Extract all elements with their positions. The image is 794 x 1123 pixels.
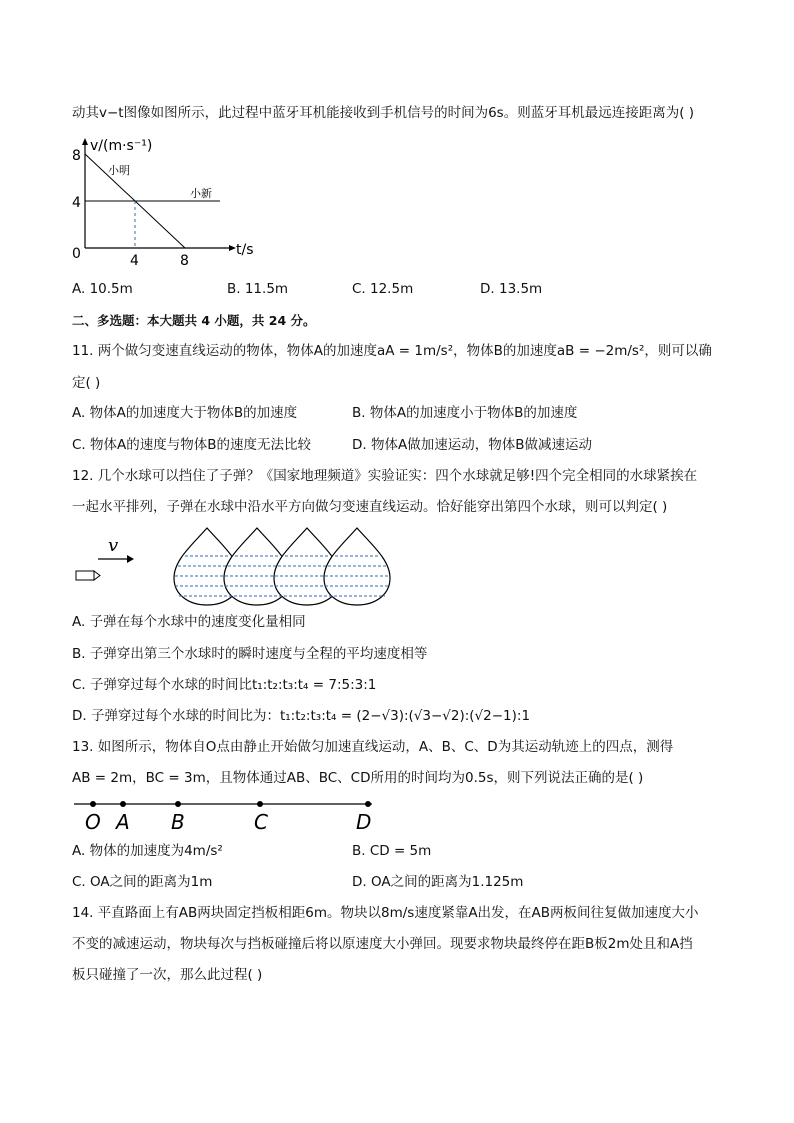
point-a — [120, 801, 126, 807]
q10-option-c[interactable]: C. 12.5m — [352, 281, 414, 297]
q12-option-b[interactable]: B. 子弹穿出第三个水球时的瞬时速度与全程的平均速度相等 — [72, 646, 428, 662]
q12-option-d[interactable]: D. 子弹穿过每个水球的时间比为：t₁:t₂:t₃:t₄ = (2−√3):(√3−√2):(√2−1):1 — [72, 708, 531, 724]
q12-stem-line2: 一起水平排列，子弹在水球中沿水平方向做匀变速直线运动。恰好能穿出第四个水球，则可以判定( ) — [72, 499, 668, 515]
section-2-title: 二、多选题：本大题共 4 小题，共 24 分。 — [72, 313, 316, 328]
q10-option-d[interactable]: D. 13.5m — [480, 281, 543, 297]
q12-water-balls-figure — [72, 525, 412, 610]
point-label-o: O — [85, 810, 101, 834]
bullet-icon — [76, 571, 94, 580]
q14-stem-line1: 14. 平直路面上有AB两块固定挡板相距6m。物块以8m/s速度紧靠A出发，在AB两板间往复做加速度大小 — [72, 905, 699, 921]
q12-option-c[interactable]: C. 子弹穿过每个水球的时间比t₁:t₂:t₃:t₄ = 7:5:3:1 — [72, 677, 377, 693]
point-c — [257, 801, 263, 807]
point-label-b: B — [171, 810, 185, 834]
point-d — [365, 801, 371, 807]
y-tick-8: 8 — [72, 148, 81, 164]
water-ball-4 — [324, 528, 390, 605]
q10-option-b[interactable]: B. 11.5m — [227, 281, 289, 297]
y-axis-label: v/(m·s⁻¹) — [90, 138, 153, 154]
point-b — [175, 801, 181, 807]
q11-stem-line2: 定( ) — [72, 375, 101, 391]
q11-stem-line1: 11. 两个做匀变速直线运动的物体，物体A的加速度aA = 1m/s²，物体B的加速度aB = −2m/s²，则可以确 — [72, 343, 712, 359]
q13-stem-line2: AB = 2m，BC = 3m，且物体通过AB、BC、CD所用的时间均为0.5s，则下列说法正确的是( ) — [72, 770, 644, 786]
point-o — [90, 801, 96, 807]
q13-option-d[interactable]: D. OA之间的距离为1.125m — [352, 874, 524, 890]
q10-stem: 动其v−t图像如图所示，此过程中蓝牙耳机能接收到手机信号的时间为6s。则蓝牙耳机最远连接距离为( ) — [72, 105, 695, 121]
q10-vt-graph — [72, 136, 272, 271]
q13-option-a[interactable]: A. 物体的加速度为4m/s² — [72, 843, 223, 859]
y-tick-4: 4 — [72, 195, 81, 211]
q13-stem-line1: 13. 如图所示，物体自O点由静止开始做匀加速直线运动，A、B、C、D为其运动轨迹上的四点，测得 — [72, 739, 674, 755]
q12-stem-line1: 12. 几个水球可以挡住了子弹？《国家地理频道》实验证实：四个水球就足够!四个完全相同的水球紧挨在 — [72, 468, 698, 484]
point-label-a: A — [116, 810, 130, 834]
label-xiaoxin: 小新 — [190, 187, 212, 200]
x-tick-8: 8 — [180, 253, 189, 269]
q10-option-a[interactable]: A. 10.5m — [72, 281, 133, 297]
y-tick-0: 0 — [72, 246, 81, 262]
q12-option-a[interactable]: A. 子弹在每个水球中的速度变化量相同 — [72, 614, 306, 630]
label-xiaoming: 小明 — [108, 164, 130, 177]
q11-option-d[interactable]: D. 物体A做加速运动，物体B做减速运动 — [352, 437, 592, 453]
point-label-d: D — [356, 810, 372, 834]
q11-option-a[interactable]: A. 物体A的加速度大于物体B的加速度 — [72, 405, 298, 421]
point-label-c: C — [254, 810, 268, 834]
q11-option-b[interactable]: B. 物体A的加速度小于物体B的加速度 — [352, 405, 578, 421]
q13-option-c[interactable]: C. OA之间的距离为1m — [72, 874, 213, 890]
q11-option-c[interactable]: C. 物体A的速度与物体B的速度无法比较 — [72, 437, 312, 453]
velocity-label: v — [108, 535, 119, 556]
q14-stem-line2: 不变的减速运动，物块每次与挡板碰撞后将以原速度大小弹回。现要求物块最终停在距B板2m处且和A挡 — [72, 936, 693, 952]
x-axis-label: t/s — [236, 242, 254, 258]
q14-stem-line3: 板只碰撞了一次，那么此过程( ) — [72, 967, 263, 983]
q13-track-figure — [72, 795, 392, 835]
x-tick-4: 4 — [130, 253, 139, 269]
q13-option-b[interactable]: B. CD = 5m — [352, 843, 432, 859]
